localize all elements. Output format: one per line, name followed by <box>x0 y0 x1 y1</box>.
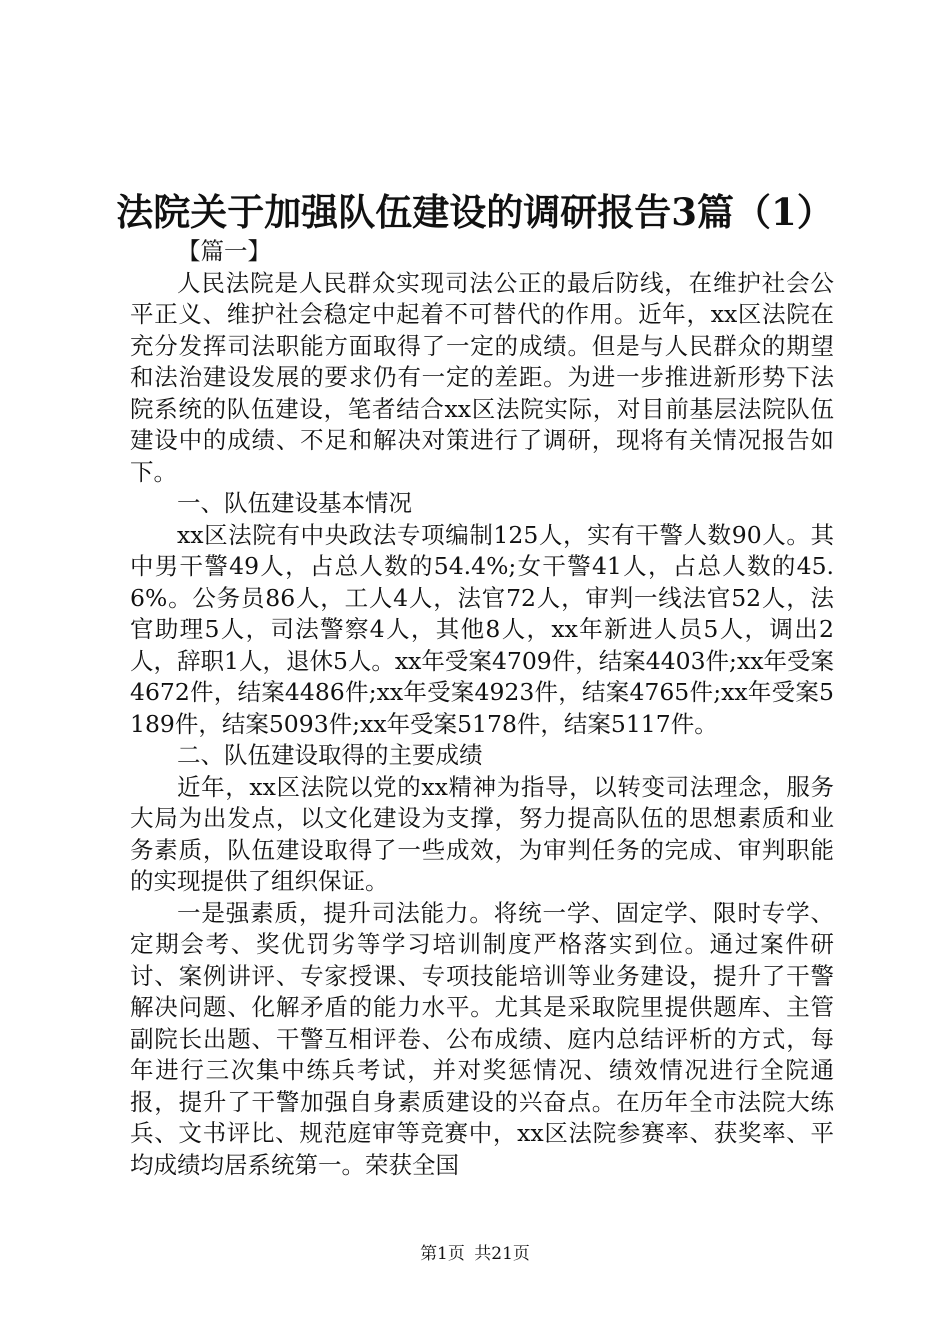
section-marker-paragraph: 【篇一】 <box>177 237 271 265</box>
section-heading-1: 一、队伍建设基本情况 <box>177 489 412 517</box>
achievements-paragraph: 近年，xx区法院以党的xx精神为指导，以转变司法理念，服务大局为出发点，以文化建设为支撑，努力提高队伍的思想素质和业务素质，队伍建设取得了一些成效，为审判任务的完成、审判职能的实现提供了组织保证。 <box>130 772 834 895</box>
page-footer <box>0 1243 950 1265</box>
statistics-paragraph: xx区法院有中央政法专项编制125人，实有干警人数90人。其中男干警49人，占总人数的54.4%;女干警41人，占总人数的45.6%。公务员86人，工人4人，法官72人，审判一线法官52人，法官助理5人，司法警察4人，其他8人，xx年新进人员5人，调出2人，辞职1人，退休5人。xx年受案4709件，结案4403件;xx年受案4672件，结案4486件;xx年受案4923件，结案4765件;xx年受案5189件，结案5093件;xx年受案5178件，结案5117件。 <box>130 520 834 738</box>
page-number: 第1页 <box>420 1244 465 1264</box>
intro-paragraph: 人民法院是人民群众实现司法公正的最后防线，在维护社会公平正义、维护社会稳定中起着不可替代的作用。近年，xx区法院在充分发挥司法职能方面取得了一定的成绩。但是与人民群众的期望和法治建设发展的要求仍有一定的差距。为进一步推进新形势下法院系统的队伍建设，笔者结合xx区法院实际，对目前基层法院队伍建设中的成绩、不足和解决对策进行了调研，现将有关情况报告如下。 <box>130 268 834 486</box>
document-body <box>130 236 834 1181</box>
section-heading-2: 二、队伍建设取得的主要成绩 <box>177 741 483 769</box>
page-total: 共21页 <box>474 1244 530 1264</box>
quality-paragraph: 一是强素质，提升司法能力。将统一学、固定学、限时专学、定期会考、奖优罚劣等学习培训制度严格落实到位。通过案件研讨、案例讲评、专家授课、专项技能培训等业务建设，提升了干警解决问题、化解矛盾的能力水平。尤其是采取院里提供题库、主管副院长出题、干警互相评卷、公布成绩、庭内总结评析的方式，每年进行三次集中练兵考试，并对奖惩情况、绩效情况进行全院通报，提升了干警加强自身素质建设的兴奋点。在历年全市法院大练兵、文书评比、规范庭审等竞赛中，xx区法院参赛率、获奖率、平均成绩均居系统第一。荣获全国 <box>130 898 834 1179</box>
document-title: 法院关于加强队伍建设的调研报告3篇（1） <box>116 190 834 234</box>
